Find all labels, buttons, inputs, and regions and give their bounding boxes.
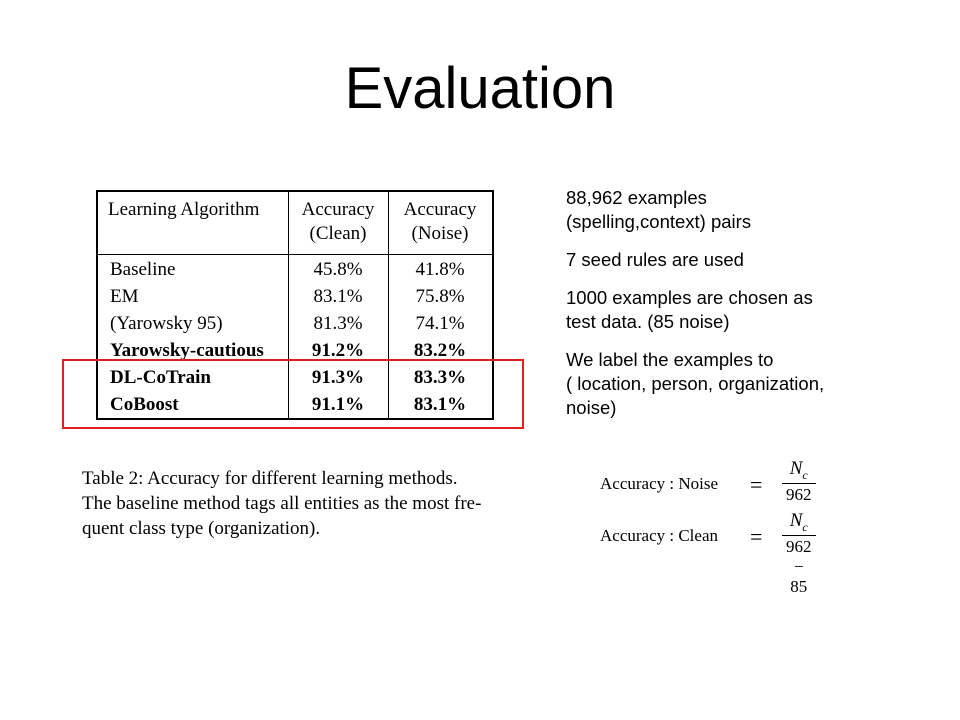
numerator-symbol: N bbox=[789, 510, 803, 531]
row-clean: 91.1% bbox=[311, 394, 365, 415]
formula-equals: = bbox=[750, 472, 763, 497]
note-item: 7 seed rules are used bbox=[566, 249, 744, 270]
table-header bbox=[98, 192, 492, 255]
caption-line: Table 2: Accuracy for different learning methods. bbox=[82, 468, 458, 489]
row-noise: 83.2% bbox=[413, 340, 467, 361]
row-clean: 91.2% bbox=[311, 340, 365, 361]
note-item: We label the examples to ( location, person, organization, noise) bbox=[566, 349, 825, 418]
header-noise-line1: Accuracy bbox=[403, 199, 477, 220]
header-accuracy-clean bbox=[288, 198, 388, 246]
header-clean-line2: (Clean) bbox=[309, 223, 367, 244]
numerator-subscript: c bbox=[802, 519, 808, 534]
row-algorithm: EM bbox=[110, 286, 139, 307]
formula-numerator bbox=[782, 510, 816, 535]
table-row bbox=[98, 256, 492, 284]
caption-line: quent class type (organization). bbox=[82, 518, 321, 539]
row-algorithm: Yarowsky-cautious bbox=[110, 340, 264, 361]
row-noise: 74.1% bbox=[415, 313, 465, 334]
header-accuracy-noise bbox=[388, 198, 492, 246]
row-noise: 75.8% bbox=[415, 286, 465, 307]
numerator-subscript: c bbox=[802, 467, 808, 482]
row-algorithm: (Yarowsky 95) bbox=[110, 313, 223, 334]
formula-lhs: Accuracy : Clean bbox=[600, 526, 718, 545]
table-caption bbox=[82, 466, 522, 541]
formula-denominator: 962 bbox=[782, 483, 816, 505]
notes-list bbox=[566, 186, 936, 434]
formula-numerator bbox=[782, 458, 816, 483]
formula-denominator: 962 − 85 bbox=[782, 535, 816, 597]
header-noise-line2: (Noise) bbox=[411, 223, 469, 244]
formula-equals: = bbox=[750, 524, 763, 549]
table-row bbox=[98, 310, 492, 338]
row-clean: 81.3% bbox=[313, 313, 363, 334]
row-noise: 41.8% bbox=[415, 259, 465, 280]
formula-fraction bbox=[782, 458, 816, 505]
row-algorithm: DL-CoTrain bbox=[110, 367, 211, 388]
row-clean: 45.8% bbox=[313, 259, 363, 280]
note-item: 88,962 examples (spelling,context) pairs bbox=[566, 187, 752, 232]
row-clean: 91.3% bbox=[311, 367, 365, 388]
row-noise: 83.3% bbox=[413, 367, 467, 388]
caption-line: The baseline method tags all entities as the most fre- bbox=[82, 493, 482, 514]
row-algorithm: Baseline bbox=[110, 259, 176, 280]
numerator-symbol: N bbox=[789, 458, 803, 479]
slide-title: Evaluation bbox=[344, 56, 616, 121]
formula-fraction bbox=[782, 510, 816, 597]
row-noise: 83.1% bbox=[413, 394, 467, 415]
row-clean: 83.1% bbox=[313, 286, 363, 307]
header-algorithm: Learning Algorithm bbox=[108, 199, 260, 220]
formula-lhs: Accuracy : Noise bbox=[600, 474, 719, 493]
table-row bbox=[98, 283, 492, 311]
note-item: 1000 examples are chosen as test data. (85 noise) bbox=[566, 287, 813, 332]
highlight-box bbox=[62, 359, 524, 429]
header-clean-line1: Accuracy bbox=[301, 199, 375, 220]
row-algorithm: CoBoost bbox=[110, 394, 179, 415]
